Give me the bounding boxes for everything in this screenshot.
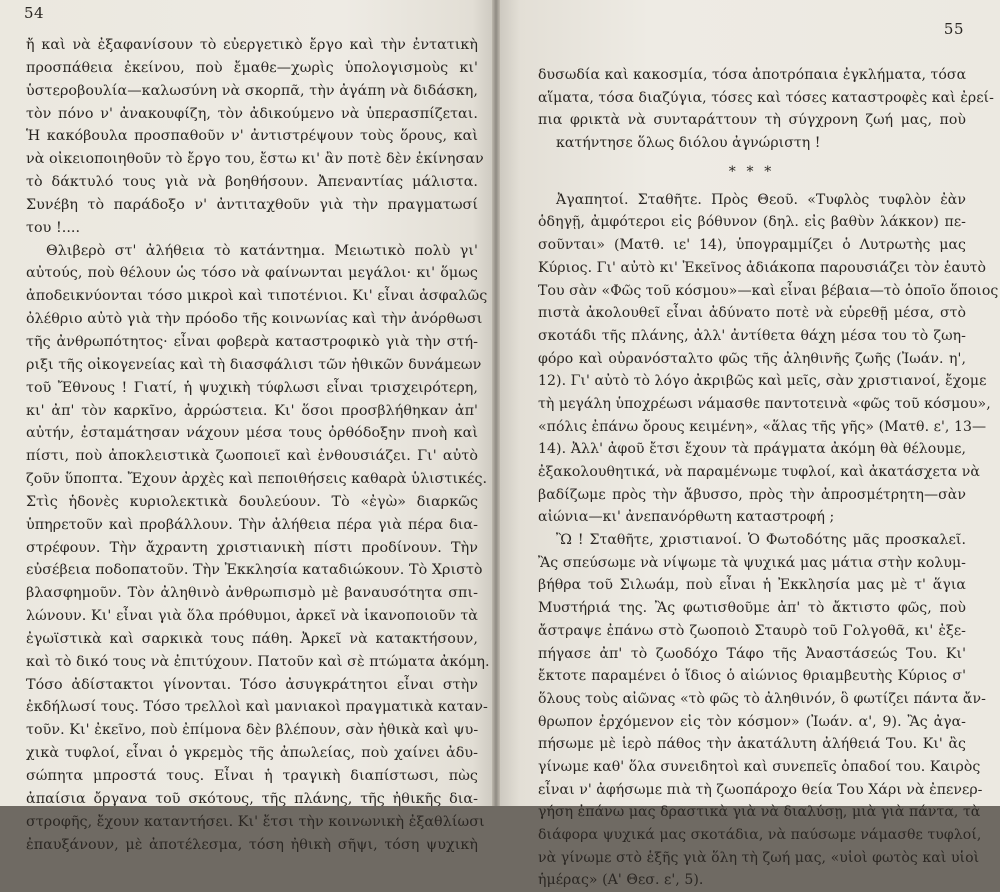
- text-line: νὰ γίνωμε στὸ ἑξῆς γιὰ ὅλη τὴ ζωή μας, «υἱοὶ φωτὸς καὶ υἱοὶ: [538, 849, 980, 866]
- text-line: ριξι τῆς οἰκογενείας καὶ τὴ διασφάλισι τῶν ἠθικῶν δυνάμεων: [26, 356, 482, 373]
- text-line: 14). Ἀλλ' ἀφοῦ ἔτσι ἔχουν τὰ πράγματα ἀκόμη θὰ θέλουμε,: [538, 441, 966, 458]
- text-line: τὸ δάκτυλό τους γιὰ νὰ βοηθήσουν. Ἀπεναντίας μάλιστα.: [26, 174, 478, 191]
- text-line: Θλιβερὸ στ' ἀλήθεια τὸ κατάντημα. Μειωτικὸ πολὺ γι': [46, 242, 478, 259]
- text-line: ἐκδήλωσί τους. Τόσο τρελλοὶ καὶ μανιακοὶ πραγματικὰ καταν-: [26, 699, 488, 716]
- text-line: κατήντησε ὅλως διόλου ἀγνώριστη !: [556, 135, 821, 152]
- text-line: ἀποδεικνύονται τόσο μικροὶ καὶ τιποτένιοι. Κι' εἶναι ἀσφαλῶς: [26, 288, 488, 305]
- text-line: ζοῦν ὕποπτα. Ἔχουν ἀρχὲς καὶ πεποιθήσεις καθαρὰ ὑλιστικές.: [26, 471, 488, 488]
- left-page: [0, 0, 492, 853]
- text-line: διάφορα ψυχικά μας σκοτάδια, νὰ παύσωμε νάμασθε τυφλοί,: [538, 827, 982, 843]
- text-line: βαδίζωμε πρὸς τὴν ἄβυσσο, πρὸς τὴν ἀπροσμέτρητη—σὰν: [538, 486, 966, 503]
- section-separator: * * *: [728, 163, 776, 180]
- text-line: αὐτούς, ποὺ θέλουν ὡς τόσο νὰ φαίνωνται μεγάλοι· κι' ὅμως: [26, 265, 478, 282]
- text-line: Ὢ ! Σταθῆτε, χριστιανοί. Ὁ Φωτοδότης μᾶς προσκαλεῖ.: [556, 532, 966, 549]
- text-line: δυσωδία καὶ κακοσμία, τόσα ἀποτρόπαια ἐγκλήματα, τόσα: [538, 67, 967, 83]
- text-line: ἡμέρας» (Α' Θεσ. ε', 5).: [538, 872, 704, 889]
- text-line: γήση ἐπάνω μας δραστικὰ γιὰ νὰ διαλύσῃ, μιὰ γιὰ πάντα, τὰ: [538, 804, 981, 821]
- text-line: προσπάθεια ἐκείνου, ποὺ ἔμαθε—χωρὶς ὑπολογισμοὺς κι': [26, 59, 478, 76]
- text-line: ὀλέθριο αὐτὸ γιὰ τὴν πρόοδο τῆς κοινωνίας καὶ τὴν ἀνόρθωσι: [26, 311, 483, 328]
- text-line: εἶναι ν' ἀφήσωμε πιὰ τὴ ζωοπάροχο θεία Του Χάρι νὰ ἐπενερ-: [538, 781, 983, 798]
- text-line: τὴ μεγάλη ὑποχρέωσι νάμασθε παντοτεινὰ «φῶς τοῦ κόσμου»,: [538, 395, 991, 412]
- right-paragraph-bottom: [538, 189, 999, 892]
- text-line: σοῦνται» (Ματθ. ιε' 14), ὑπογραμμίζει ὁ Λυτρωτὴς μας: [538, 237, 966, 254]
- text-line: ἐξακολουθητικά, νὰ παραμένωμε τυφλοί, καὶ ἀκατάσχετα νὰ: [538, 464, 980, 480]
- text-line: θρωπον ἐρχόμενον εἰς τὸν κόσμον» (Ἰωάν. α', 9). Ἂς ἀγα-: [538, 713, 966, 730]
- text-line: αἵματα, τόσα διαζύγια, τόσες καὶ τόσες καταστροφὲς καὶ ἐρεί-: [538, 89, 994, 106]
- text-line: γίνωμε καθ' ὅλα συνειδητοὶ καὶ συνεπεῖς ὀπαδοί του. Καιρὸς: [538, 758, 981, 775]
- text-line: φόρο καὶ οὐρανόσταλτο φῶς τῆς ἀληθινῆς ζωῆς (Ἰωάν. η',: [538, 350, 966, 367]
- text-line: ὅλους τοὺς αἰῶνας «τὸ φῶς τὸ ἀληθινόν, ὃ φωτίζει πάντα ἄν-: [538, 690, 986, 707]
- text-line: Τόσο ἀδίστακτοι γίνονται. Τόσο ἀσυγκράτητοι εἶναι στὴν: [26, 676, 478, 693]
- text-line: Στὶς ἡδονὲς κυριολεκτικὰ δουλεύουν. Τὸ «ἐγὼ» διαρκῶς: [26, 493, 478, 510]
- text-line: τῆς ἀνθρωπότητος· εἶναι φοβερὰ καταστροφικὸ γιὰ τὴν στή-: [26, 333, 478, 350]
- text-line: πήγασε ἀπ' τὸ ζωοδόχο Τάφο τῆς Ἀναστάσεώς Του. Κι': [538, 645, 966, 662]
- text-line: του !....: [26, 219, 81, 236]
- text-line: πιστὰ ἀκολουθεῖ εἶναι ἀδύνατο ποτὲ νὰ εὑρεθῇ μέσα, στὸ: [538, 305, 966, 322]
- text-line: νὰ οἰκειοποιηθοῦν τὸ ἔργο του, ἔστω κι' ἂν ποτὲ δὲν ἐκίνησαν: [26, 151, 484, 168]
- text-line: τοῦν. Κι' ἐκεῖνο, ποὺ ἐπίμονα δὲν βλέπουν, σὰν ἠθικὰ καὶ ψυ-: [26, 722, 479, 739]
- right-paragraph-top: [538, 64, 994, 155]
- text-line: ὁδηγῇ, ἀμφότεροι εἰς βόθυνον (δηλ. εἰς βαθὺν λάκκον) πε-: [538, 214, 966, 231]
- text-line: βλασφημοῦν. Τὸν ἀληθινὸ ἀνθρωπισμὸ μὲ βαναυσότητα σπι-: [26, 585, 478, 602]
- text-line: «πόλις ἐπάνω ὄρους κειμένη», «ἅλας τῆς γῆς» (Ματθ. ε', 13—: [538, 418, 987, 435]
- text-line: Κύριος. Γι' αὐτὸ κι' Ἐκεῖνος ἀδιάκοπα παρουσιάζει τὸν ἑαυτὸ: [538, 259, 987, 276]
- text-line: ἤ καὶ νὰ ἐξαφανίσουν τὸ εὐεργετικὸ ἔργο καὶ τὴν ἐντατικὴ: [26, 37, 478, 53]
- text-line: κι' ἀπ' τὸν καρκῖνο, ἀρρώστεια. Κι' ὅσοι προσβλήθηκαν ἀπ': [26, 402, 478, 419]
- text-line: ἄστραψε ἐπάνω στὸ ζωοποιὸ Σταυρὸ τοῦ Γολγοθᾶ, κι' ἐξε-: [538, 622, 966, 639]
- text-line: ὑστεροβουλία—καλωσύνη νὰ σκορπᾶ, τὴν ἀγάπη νὰ διδάσκη,: [26, 82, 478, 99]
- text-line: βήθρα τοῦ Σιλωάμ, ποὺ εἶναι ἡ Ἐκκλησία μας μὲ τ' ἅγια: [538, 577, 966, 594]
- right-page-text: [538, 64, 999, 892]
- text-line: Μυστήριά της. Ἂς φωτισθοῦμε ἀπ' τὸ ἄκτιστο φῶς, ποὺ: [538, 600, 966, 617]
- text-line: χικὰ τυφλοί, εἶναι ὁ γκρεμὸς τῆς ἀπωλείας, ποὺ χαίνει ἀδυ-: [26, 745, 478, 762]
- text-line: πίστι, ποὺ ἀποκλειστικὰ ζωοποιεῖ καὶ ἐνθουσιάζει. Γι' αὐτὸ: [26, 448, 478, 465]
- text-line: Ἡ κακόβουλα προσπαθοῦν ν' ἀντιστρέψουν τοὺς ὅρους, καὶ: [26, 128, 478, 145]
- text-line: Ἀγαπητοί. Σταθῆτε. Πρὸς Θεοῦ. «Τυφλὸς τυφλὸν ἐὰν: [556, 191, 966, 208]
- text-line: ἔκτοτε παραμένει ὁ ἴδιος ὁ αἰώνιος θριαμβευτὴς Κύριος σ': [538, 668, 966, 685]
- page-number-right: 55: [943, 20, 964, 38]
- text-line: πήσωμε μὲ ἱερὸ πάθος τὴν ἀκατάλυτη ἀλήθειά Του. Κι' ἂς: [538, 736, 966, 753]
- text-line: ἐπαυξάνουν, μὲ ἀποτέλεσμα, τόση ἠθικὴ σῆψι, τόση ψυχικὴ: [26, 836, 478, 853]
- text-line: Συνέβη τὸ παράδοξο ν' ἀντιταχθοῦν γιὰ τὴν πραγματωσί: [26, 196, 478, 213]
- text-line: σκοτάδι τῆς πλάνης, ἀλλ' ἀντίθετα θάχη μέσα του τὸ ζωη-: [538, 327, 966, 344]
- text-line: 12). Γι' αὐτὸ τὸ λόγο ἀκριβῶς καὶ μεῖς, σὰν χριστιανοί, ἔχομε: [538, 373, 987, 390]
- text-line: πια φρικτὰ νὰ συνταράττουν τὴ σύγχρονη ζωή μας, ποὺ: [538, 112, 966, 129]
- text-line: ὑπηρετοῦν καὶ προβάλλουν. Τὴν ἀλήθεια πέρα γιὰ πέρα δια-: [26, 516, 478, 533]
- text-line: σώπητα μπροστά τους. Εἶναι ἡ τραγικὴ διαπίστωσι, πὼς: [26, 768, 478, 784]
- text-line: λώνουν. Κι' εἶναι γιὰ ὅλα πρόθυμοι, ἀρκεῖ νὰ ἱκανοποιοῦν τὰ: [26, 608, 478, 625]
- text-line: τὸν πόνο ν' ἀνακουφίζη, τὸν ἀδικούμενο νὰ ὑπερασπίζεται.: [26, 105, 478, 122]
- left-page-text: [26, 34, 490, 856]
- text-line: ἀπαίσια ὄργανα τοῦ σκότους, τῆς πλάνης, τῆς ἠθικῆς δια-: [26, 790, 478, 807]
- text-line: εὐσέβεια ποδοπατοῦν. Τὴν Ἐκκλησία καταδιώκουν. Τὸ Χριστὸ: [26, 562, 483, 579]
- text-line: αἰώνια—κι' ἀνεπανόρθωτη καταστροφή ;: [538, 509, 835, 526]
- text-line: τοῦ Ἔθνους ! Γιατί, ἡ ψυχικὴ τύφλωσι εἶναι τρισχειρότερη,: [26, 379, 478, 396]
- book-gutter: [492, 0, 500, 806]
- right-page: [500, 0, 1000, 889]
- text-line: Ἂς σπεύσωμε νὰ νίψωμε τὰ ψυχικά μας μάτια στὴν κολυμ-: [538, 554, 966, 571]
- text-line: στροφῆς, ἔχουν καταντήσει. Κι' ἔτσι τὴν κοινωνικὴ ἐξαθλίωσι: [26, 813, 485, 830]
- text-line: αὐτήν, ἐσταμάτησαν νάχουν μέσα τους ὀρθόδοξην πνοὴ καὶ: [26, 425, 478, 442]
- text-line: στρέφουν. Τὴν ἄχραντη χριστιανικὴ πίστι προδίνουν. Τὴν: [26, 539, 478, 556]
- page-number-left: 54: [24, 4, 45, 22]
- text-line: καὶ τὸ δικό τους νὰ ἐπιτύχουν. Πατοῦν καὶ σὲ πτώματα ἀκόμη.: [26, 653, 490, 670]
- text-line: ἐγωϊστικὰ καὶ σαρκικὰ τους πάθη. Ἀρκεῖ νὰ κατακτήσουν,: [26, 630, 478, 647]
- text-line: Του σὰν «Φῶς τοῦ κόσμου»—καὶ εἶναι βέβαια—τὸ ὁποῖο ὅποιος: [538, 282, 999, 299]
